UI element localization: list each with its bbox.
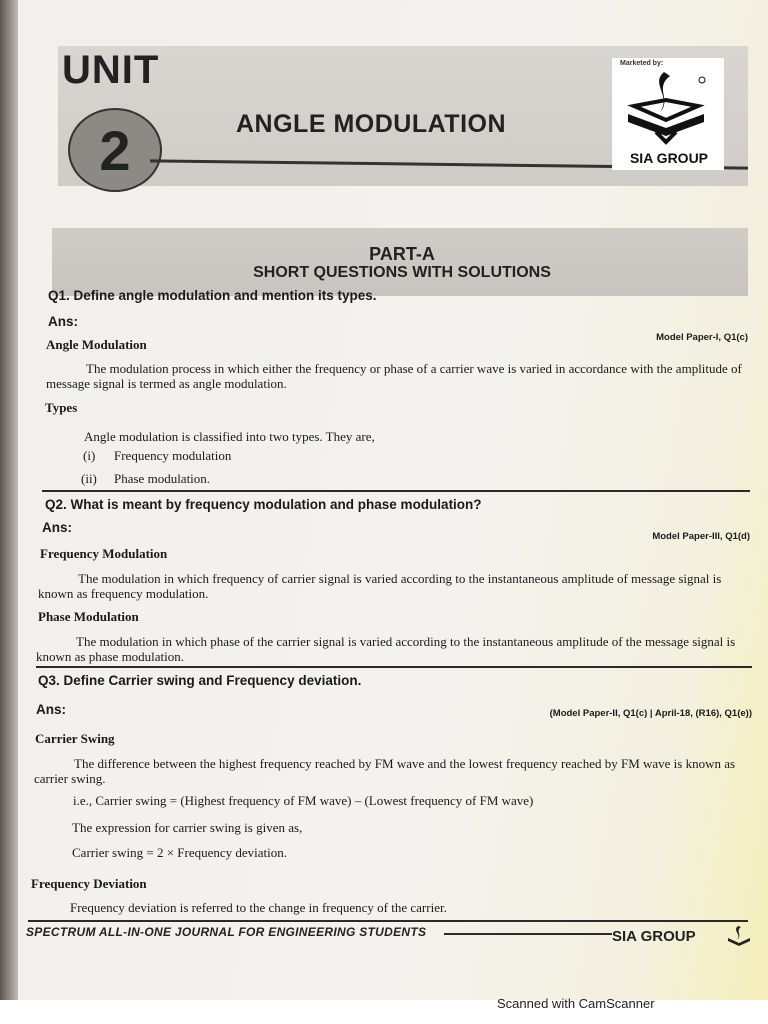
footer-line <box>444 933 612 935</box>
unit-label: UNIT <box>62 48 160 92</box>
list-item-frequency-modulation: Frequency modulation <box>114 448 232 463</box>
paragraph-angle-modulation: The modulation process in which either the frequency or phase of a carrier wave is varied in accordance with the amplitude of message signal is termed as angle modulation. <box>46 361 742 391</box>
answer-label-2: Ans: <box>42 520 72 535</box>
question-3: Q3. Define Carrier swing and Frequency deviation. <box>38 673 362 688</box>
list-item-phase-modulation: Phase modulation. <box>114 471 211 486</box>
expression-intro: The expression for carrier swing is given as, <box>72 820 303 835</box>
paragraph-carrier-swing: The difference between the highest frequency reached by FM wave and the lowest frequency reached by FM wave is known as carrier swing. <box>34 756 736 786</box>
answer-label-3: Ans: <box>36 702 66 717</box>
reference-1: Model Paper-I, Q1(c) <box>656 332 748 343</box>
list-item-number: (ii) <box>81 471 97 486</box>
page-title: ANGLE MODULATION <box>236 110 507 138</box>
formula-carrier-swing: i.e., Carrier swing = (Highest frequency of FM wave) – (Lowest frequency of FM wave) <box>73 793 534 808</box>
heading-frequency-deviation: Frequency Deviation <box>31 876 147 891</box>
heading-types: Types <box>45 400 78 415</box>
unit-number-badge: 2 <box>68 108 162 192</box>
paragraph-frequency-modulation: The modulation in which frequency of carrier signal is varied according to the instantaneous amplitude of message signal is known as frequency modulation. <box>38 571 722 601</box>
answer-label-1: Ans: <box>48 314 78 329</box>
logo-brand-text: SIA GROUP <box>629 150 709 166</box>
paragraph-frequency-deviation: Frequency deviation is referred to the change in frequency of the carrier. <box>70 900 447 915</box>
reference-3: (Model Paper-II, Q1(c) | April-18, (R16), Q1(e)) <box>549 708 752 719</box>
heading-carrier-swing: Carrier Swing <box>35 731 115 746</box>
types-intro: Angle modulation is classified into two types. They are, <box>84 429 375 444</box>
heading-angle-modulation: Angle Modulation <box>46 337 147 352</box>
heading-phase-modulation: Phase Modulation <box>38 609 139 624</box>
marketed-by-label: Marketed by: <box>620 60 664 67</box>
part-title: PART-A <box>369 244 435 264</box>
paragraph-phase-modulation: The modulation in which phase of the carrier signal is varied according to the instantaneous amplitude of the message signal is known as phase modulation. <box>36 634 736 664</box>
footer-brand: SIA GROUP <box>612 928 696 945</box>
footer-divider <box>28 920 748 922</box>
footer-journal-title: SPECTRUM ALL-IN-ONE JOURNAL FOR ENGINEERING STUDENTS <box>26 925 427 939</box>
section-divider <box>42 490 750 492</box>
heading-frequency-modulation: Frequency Modulation <box>40 546 168 561</box>
list-item-number: (i) <box>83 448 96 463</box>
question-2: Q2. What is meant by frequency modulation and phase modulation? <box>45 497 482 512</box>
part-subtitle: SHORT QUESTIONS WITH SOLUTIONS <box>253 264 551 281</box>
formula-carrier-swing-deviation: Carrier swing = 2 × Frequency deviation. <box>72 845 288 860</box>
reference-2: Model Paper-III, Q1(d) <box>652 531 750 542</box>
sia-group-logo-icon <box>726 924 752 948</box>
question-1: Q1. Define angle modulation and mention its types. <box>48 288 377 303</box>
scanner-watermark: Scanned with CamScanner <box>497 996 655 1011</box>
section-divider <box>36 666 752 668</box>
sia-group-logo-icon <box>620 66 716 150</box>
